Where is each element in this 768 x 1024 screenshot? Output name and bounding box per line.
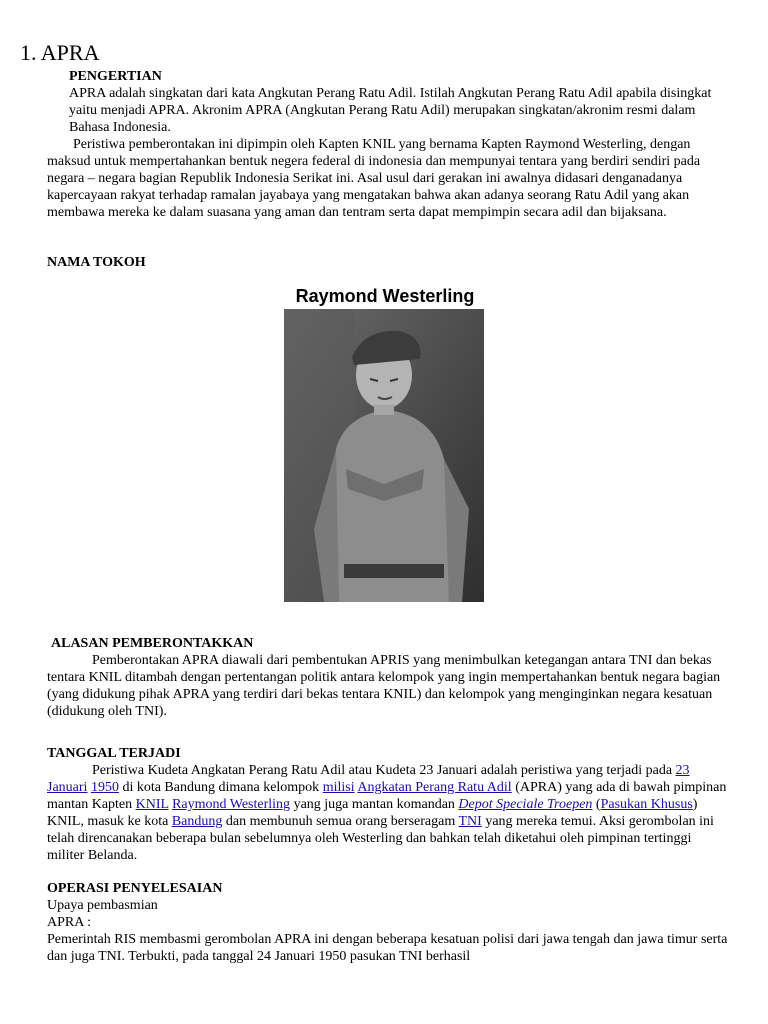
photo-caption: Raymond Westerling — [295, 286, 475, 306]
pengertian-section — [47, 68, 732, 221]
tanggal-text-7: yang juga mantan komandan — [290, 797, 459, 812]
pengertian-paragraph-1 — [47, 85, 732, 136]
link-pasukan-khusus[interactable]: Pasukan Khusus — [600, 797, 693, 812]
link-23-januari[interactable]: 23 Januari — [47, 763, 690, 795]
tanggal-text-10: dan membunuh semua orang berseragam — [222, 814, 459, 829]
nama-tokoh-heading: NAMA TOKOH — [47, 255, 146, 270]
tanggal-text-1: Peristiwa Kudeta Angkatan Perang Ratu Adil atau Kudeta 23 Januari adalah peristiwa yang terjadi pada — [92, 763, 676, 778]
link-milisi[interactable]: milisi — [322, 780, 355, 795]
tanggal-section — [47, 745, 732, 864]
tanggal-text-9: ) KNIL, masuk ke kota — [47, 797, 698, 829]
operasi-paragraph: Pemerintah RIS membasmi gerombolan APRA ini dengan beberapa kesatuan polisi dari jawa tengah dan jawa timur serta dan juga TNI. Terbukti, pada tanggal 24 Januari 1950 pasukan TNI berhasil — [47, 932, 728, 964]
alasan-section — [47, 635, 732, 720]
link-bandung[interactable]: Bandung — [171, 814, 223, 829]
link-raymond-westerling[interactable]: Raymond Westerling — [172, 797, 291, 812]
tanggal-heading: TANGGAL TERJADI — [47, 746, 181, 761]
westerling-photo — [284, 309, 484, 602]
nama-tokoh-section — [47, 254, 732, 271]
pengertian-paragraph-2-text: Peristiwa pemberontakan ini dipimpin oleh Kapten KNIL yang bernama Kapten Raymond Westerling, dengan maksud untuk mempertahankan bentuk negera federal di indonesia dan mempunyai tentara yang berdiri sendiri pada negara – negara bagian Republik Indonesia Serikat ini. Asal usul dari gerakan ini awalnya didasari denganadanya kapercayaan rakyat terhadap ramalan jayabaya yang mengatakan bahwa akan adanya seorang Ratu Adil yang akan membawa mereka ke dalam suasana yang aman dan tentram serta dapat mempimpin secara adil dan bijaksana. — [47, 137, 701, 220]
operasi-line-1: Upaya pembasmian — [47, 898, 158, 913]
section-heading — [20, 40, 99, 66]
tanggal-paragraph — [47, 762, 732, 864]
section-title: APRA — [40, 40, 100, 65]
alasan-paragraph-text: Pemberontakan APRA diawali dari pembentukan APRIS yang menimbulkan ketegangan antara TNI dan bekas tentara KNIL ditambah dengan pertentangan politik antara kelompok yang ingin mempertahankan bentuk negara bagian (yang didukung pihak APRA yang terdiri dari bekas tentara KNIL) dan kelompok yang menginginkan negara kesatuan (didukung oleh TNI). — [47, 653, 721, 719]
westerling-portrait-illustration — [284, 309, 484, 602]
tanggal-text-5: (APRA) yang ada di bawah pimpinan mantan Kapten — [47, 780, 727, 812]
alasan-heading: ALASAN PEMBERONTAKKAN — [51, 636, 254, 651]
pengertian-paragraph-1-text: APRA adalah singkatan dari kata Angkutan Perang Ratu Adil. Istilah Angkutan Perang Ratu Adil apabila disingkat yaitu menjadi APRA. Akronim APRA (Angkutan Perang Ratu Adil) merupakan singkatan/akronim resmi dalam Bahasa Indonesia. — [69, 86, 712, 135]
link-depot-speciale-troepen[interactable]: Depot Speciale Troepen — [458, 797, 593, 812]
operasi-heading: OPERASI PENYELESAIAN — [47, 881, 223, 896]
link-tni[interactable]: TNI — [458, 814, 482, 829]
link-1950[interactable]: 1950 — [90, 780, 119, 795]
tanggal-text-8: ( — [592, 797, 601, 812]
link-angkatan-perang-ratu-adil[interactable]: Angkatan Perang Ratu Adil — [357, 780, 512, 795]
operasi-section — [47, 880, 732, 965]
link-knil[interactable]: KNIL — [135, 797, 169, 812]
operasi-line-2: APRA : — [47, 915, 91, 930]
pengertian-paragraph-2 — [47, 136, 732, 221]
pengertian-heading: PENGERTIAN — [69, 69, 162, 84]
section-number: 1. — [20, 40, 37, 65]
tanggal-text-11: yang mereka temui. Aksi gerombolan ini telah direncanakan beberapa bulan sebelumnya oleh Westerling dan bahkan telah diketahui oleh pimpinan tertinggi militer Belanda. — [47, 814, 714, 863]
alasan-paragraph — [47, 652, 732, 720]
tanggal-text-3: di kota Bandung dimana kelompok — [118, 780, 323, 795]
